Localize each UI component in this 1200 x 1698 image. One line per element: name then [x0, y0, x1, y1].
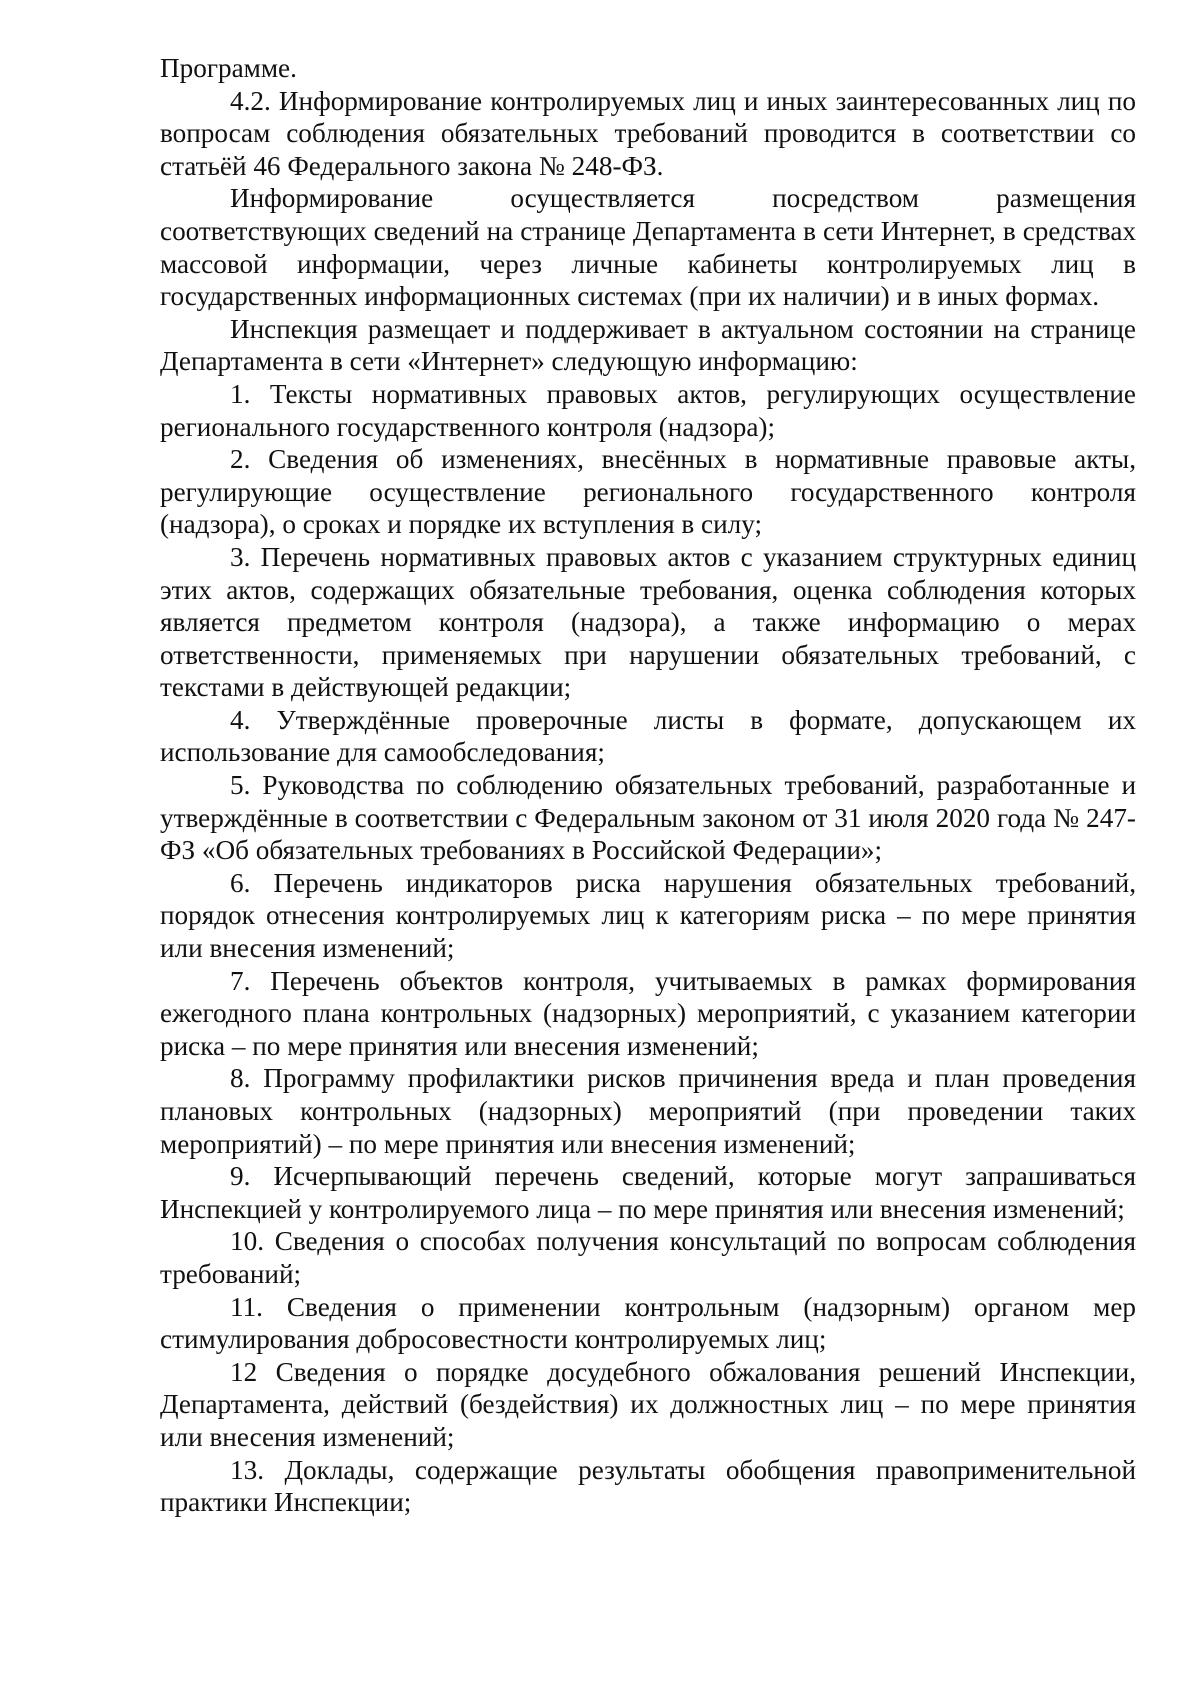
paragraph-continuation: Программе. [160, 53, 297, 83]
list-item-6: 6. Перечень индикаторов риска нарушения обязательных требований, порядок отнесения контролируемых лиц к категориям риска – по мере принятия или внесения изменений; [160, 867, 1136, 964]
list-item-4: 4. Утверждённые проверочные листы в формате, допускающем их использование для самообследования; [160, 704, 1136, 768]
paragraph-informing-means: Информирование осуществляется посредством размещения соответствующих сведений на странице Департамента в сети Интернет, в средствах массовой информации, через личные кабинеты контролируемых лиц в государственных информационных системах (при их наличии) и в иных формах. [160, 183, 1136, 312]
list-item-12: 12 Сведения о порядке досудебного обжалования решений Инспекции, Департамента, действий (бездействия) их должностных лиц – по мере принятия или внесения изменений; [160, 1356, 1136, 1452]
document-page [160, 52, 1136, 1519]
list-item-10: 10. Сведения о способах получения консультаций по вопросам соблюдения требований; [160, 1226, 1136, 1289]
list-item-5: 5. Руководства по соблюдению обязательных требований, разработанные и утверждённые в соответствии с Федеральным законом от 31 июля 2020 года № 247-ФЗ «Об обязательных требованиях в Российской Федерации»; [160, 770, 1136, 866]
list-item-13: 13. Доклады, содержащие результаты обобщения правоприменительной практики Инспекции; [160, 1454, 1136, 1518]
list-item-1: 1. Тексты нормативных правовых актов, регулирующих осуществление регионального государственного контроля (надзора); [160, 378, 1136, 442]
list-item-11: 11. Сведения о применении контрольным (надзорным) органом мер стимулирования добросовестности контролируемых лиц; [160, 1291, 1136, 1355]
list-item-7: 7. Перечень объектов контроля, учитываемых в рамках формирования ежегодного плана контрольных (надзорных) мероприятий, с указанием категории риска – по мере принятия или внесения изменений; [160, 965, 1136, 1061]
paragraph-4-2: 4.2. Информирование контролируемых лиц и иных заинтересованных лиц по вопросам соблюдения обязательных требований проводится в соответствии со статьёй 46 Федерального закона № 248-ФЗ. [160, 85, 1136, 181]
paragraph-inspection-posts: Инспекция размещает и поддерживает в актуальном состоянии на странице Департамента в сети «Интернет» следующую информацию: [160, 313, 1136, 377]
list-item-8: 8. Программу профилактики рисков причинения вреда и план проведения плановых контрольных (надзорных) мероприятий (при проведении таких мероприятий) – по мере принятия или внесения изменений; [160, 1063, 1136, 1159]
list-item-3: 3. Перечень нормативных правовых актов с указанием структурных единиц этих актов, содержащих обязательные требования, оценка соблюдения которых является предметом контроля (надзора), а также информацию о мерах ответственности, применяемых при нарушении обязательных требований, с текстами в действующей редакции; [160, 541, 1136, 703]
list-item-2: 2. Сведения об изменениях, внесённых в нормативные правовые акты, регулирующие осуществление регионального государственного контроля (надзора), о сроках и порядке их вступления в силу; [160, 444, 1136, 540]
list-item-9: 9. Исчерпывающий перечень сведений, которые могут запрашиваться Инспекцией у контролируемого лица – по мере принятия или внесения изменений; [160, 1161, 1136, 1224]
